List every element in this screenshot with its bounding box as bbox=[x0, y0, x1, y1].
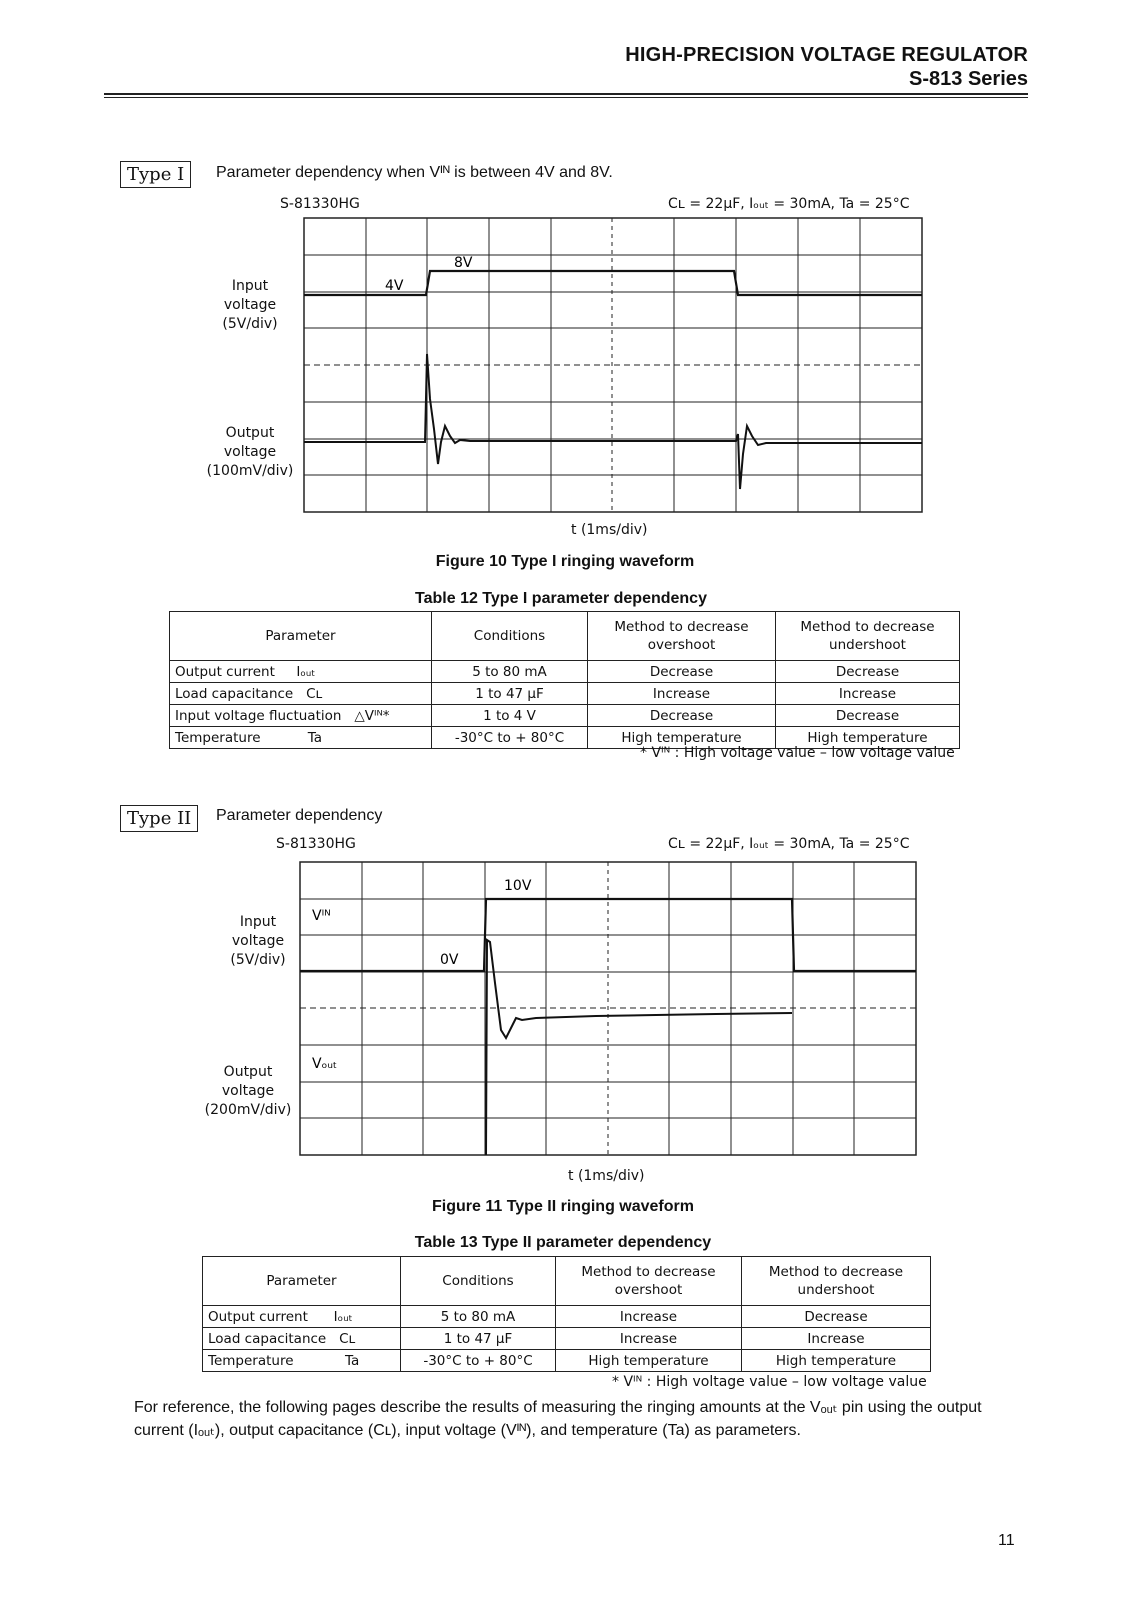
type-2-scope-grid bbox=[300, 862, 916, 1155]
type-1-footnote: * Vᴵᴺ : High voltage value – low voltage value bbox=[640, 745, 955, 761]
type-1-parameter-table bbox=[169, 611, 960, 749]
header-rule-thin bbox=[104, 97, 1028, 98]
type-1-description: Parameter dependency when Vᴵᴺ is between 4V and 8V. bbox=[216, 164, 613, 181]
table-row bbox=[203, 1328, 931, 1350]
conditions-cell: 1 to 47 μF bbox=[432, 683, 588, 705]
type-2-footnote: * Vᴵᴺ : High voltage value – low voltage value bbox=[612, 1374, 927, 1390]
undershoot-cell: Increase bbox=[742, 1328, 931, 1350]
type-1-figure-caption: Figure 10 Type I ringing waveform bbox=[435, 553, 695, 570]
type-2-input-axis-label: Input voltage (5V/div) bbox=[230, 914, 286, 968]
type-2-scope-plot bbox=[296, 858, 922, 1162]
header-conditions: Conditions bbox=[401, 1257, 556, 1306]
table-row bbox=[203, 1306, 931, 1328]
table-row bbox=[170, 661, 960, 683]
type-1-conditions: Cʟ = 22μF, Iₒᵤₜ = 30mA, Ta = 25°C bbox=[668, 196, 910, 212]
conditions-cell: -30°C to + 80°C bbox=[432, 727, 588, 749]
table-row bbox=[170, 705, 960, 727]
type-1-label: Type I bbox=[120, 161, 191, 188]
param-cell: Output current Iₒᵤₜ bbox=[203, 1306, 401, 1328]
type-1-scope-plot bbox=[300, 214, 930, 518]
overshoot-cell: Increase bbox=[556, 1306, 742, 1328]
type-1-time-axis: t (1ms/div) bbox=[571, 522, 648, 538]
type-2-vout-label: Vₒᵤₜ bbox=[312, 1056, 338, 1072]
table-row bbox=[203, 1350, 931, 1372]
type-1-low-level: 4V bbox=[385, 278, 404, 294]
undershoot-cell: Decrease bbox=[776, 661, 960, 683]
undershoot-cell: Increase bbox=[776, 683, 960, 705]
param-cell: Load capacitance Cʟ bbox=[203, 1328, 401, 1350]
overshoot-cell: High temperature bbox=[588, 727, 776, 749]
type-1-scope-grid bbox=[304, 218, 922, 512]
table-row bbox=[170, 683, 960, 705]
table-header-row bbox=[170, 612, 960, 661]
type-1-table-caption: Table 12 Type I parameter dependency bbox=[415, 590, 707, 607]
overshoot-cell: Increase bbox=[588, 683, 776, 705]
page-number: 11 bbox=[998, 1532, 1015, 1549]
header-overshoot: Method to decrease overshoot bbox=[556, 1257, 742, 1306]
type-2-figure-caption: Figure 11 Type II ringing waveform bbox=[432, 1198, 694, 1215]
type-1-high-level: 8V bbox=[454, 255, 473, 271]
undershoot-cell: High temperature bbox=[776, 727, 960, 749]
header-overshoot: Method to decrease overshoot bbox=[588, 612, 776, 661]
overshoot-cell: High temperature bbox=[556, 1350, 742, 1372]
type-2-table-caption: Table 13 Type II parameter dependency bbox=[414, 1234, 712, 1251]
type-2-high-level: 10V bbox=[504, 878, 532, 894]
header-undershoot: Method to decrease undershoot bbox=[742, 1257, 931, 1306]
type-1-output-trace bbox=[304, 354, 922, 489]
param-cell: Temperature Ta bbox=[170, 727, 432, 749]
type-2-label: Type II bbox=[120, 805, 198, 832]
type-2-model: S-81330HG bbox=[276, 836, 356, 852]
header-rule bbox=[104, 93, 1028, 95]
param-cell: Load capacitance Cʟ bbox=[170, 683, 432, 705]
conditions-cell: 1 to 4 V bbox=[432, 705, 588, 727]
reference-paragraph: For reference, the following pages describe the results of measuring the ringing amounts at the Vₒᵤₜ pin using the output current (Iₒᵤₜ), output capacitance (Cʟ), input voltage (Vᴵᴺ), and temperature (Ta) as parameters. bbox=[134, 1399, 982, 1439]
header-parameter: Parameter bbox=[170, 612, 432, 661]
type-2-description: Parameter dependency bbox=[216, 807, 383, 824]
conditions-cell: 5 to 80 mA bbox=[401, 1306, 556, 1328]
type-2-vin-label: Vᴵᴺ bbox=[312, 908, 331, 924]
conditions-cell: 1 to 47 μF bbox=[401, 1328, 556, 1350]
type-2-conditions: Cʟ = 22μF, Iₒᵤₜ = 30mA, Ta = 25°C bbox=[668, 836, 910, 852]
type-2-parameter-table bbox=[202, 1256, 931, 1372]
type-1-output-axis-label: Output voltage (100mV/div) bbox=[206, 425, 294, 479]
type-2-output-axis-label: Output voltage (200mV/div) bbox=[204, 1064, 292, 1118]
overshoot-cell: Decrease bbox=[588, 705, 776, 727]
overshoot-cell: Decrease bbox=[588, 661, 776, 683]
table-header-row bbox=[203, 1257, 931, 1306]
conditions-cell: -30°C to + 80°C bbox=[401, 1350, 556, 1372]
type-2-time-axis: t (1ms/div) bbox=[568, 1168, 645, 1184]
type-2-low-level: 0V bbox=[440, 952, 459, 968]
header-undershoot: Method to decrease undershoot bbox=[776, 612, 960, 661]
undershoot-cell: Decrease bbox=[742, 1306, 931, 1328]
document-series: S-813 Series bbox=[909, 68, 1028, 90]
undershoot-cell: Decrease bbox=[776, 705, 960, 727]
header-parameter: Parameter bbox=[203, 1257, 401, 1306]
type-1-model: S-81330HG bbox=[280, 196, 360, 212]
conditions-cell: 5 to 80 mA bbox=[432, 661, 588, 683]
header-conditions: Conditions bbox=[432, 612, 588, 661]
overshoot-cell: Increase bbox=[556, 1328, 742, 1350]
param-cell: Temperature Ta bbox=[203, 1350, 401, 1372]
param-cell: Output current Iₒᵤₜ bbox=[170, 661, 432, 683]
document-title: HIGH-PRECISION VOLTAGE REGULATOR bbox=[625, 44, 1028, 66]
undershoot-cell: High temperature bbox=[742, 1350, 931, 1372]
type-1-input-axis-label: Input voltage (5V/div) bbox=[222, 278, 278, 332]
param-cell: Input voltage fluctuation △Vᴵᴺ* bbox=[170, 705, 432, 727]
